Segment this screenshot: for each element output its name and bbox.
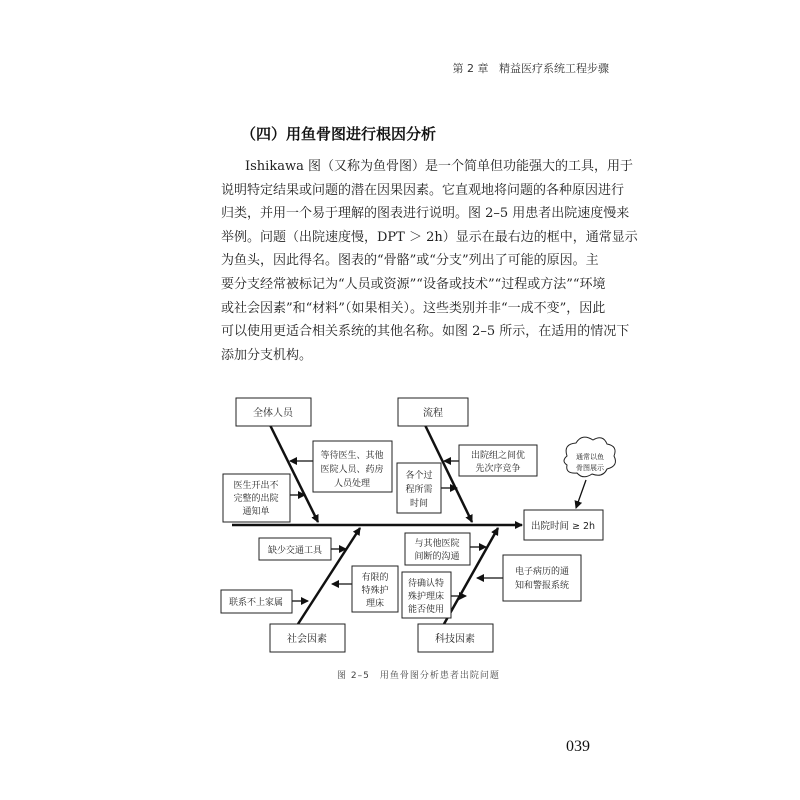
cause-text-line: 特殊护 — [361, 586, 389, 596]
fish-head-label: 出院时间 ≥ 2h — [530, 521, 596, 532]
cause-text-line: 缺少交通工具 — [267, 546, 323, 556]
cause-text-line: 知和警报系统 — [514, 581, 570, 591]
figure-caption: 图 2–5 用鱼骨图分析患者出院问题 — [337, 671, 500, 681]
cause-text-line: 人员处理 — [333, 479, 371, 489]
section-title: （四）用鱼骨图进行根因分析 — [241, 125, 437, 143]
paragraph-line: 说明特定结果或问题的潜在因果因素。它直观地将问题的各种原因进行 — [221, 182, 625, 198]
cause-text-line: 时间 — [409, 499, 429, 509]
category-label-top-right: 流程 — [423, 408, 443, 419]
cause-text-line: 与其他医院 — [414, 539, 460, 549]
paragraph-line: 或社会因素”和“材料”（如果相关）。这些类别并非“一成不变”，因此 — [221, 300, 606, 316]
cause-text-line: 有限的 — [361, 573, 389, 583]
category-label-bottom-right: 科技因素 — [435, 634, 475, 645]
page-number: 039 — [566, 738, 590, 755]
cause-text-line: 完整的出院 — [233, 494, 279, 504]
cause-text-line: 各个过 — [405, 471, 433, 481]
cause-text-line: 能否使用 — [407, 605, 445, 615]
cause-text-line: 出院组之间优 — [470, 451, 526, 461]
cause-text-line: 间断的沟通 — [414, 552, 460, 562]
header-title: 精益医疗系统工程步骤 — [499, 62, 609, 75]
cause-text-line: 医生开出不 — [233, 481, 279, 491]
cause-text-line: 联系不上家属 — [228, 598, 284, 608]
cloud-callout — [564, 437, 615, 477]
paragraph-line: 要分支经常被标记为“人员或资源”“设备或技术”“过程或方法”“环境 — [221, 276, 606, 292]
paragraph-line: 可以使用更适合相关系统的其他名称。如图 2–5 所示，在适用的情况下 — [221, 324, 630, 340]
cause-text-line: 先次序竞争 — [475, 464, 521, 474]
cloud-text-line: 通常以鱼 — [576, 453, 604, 461]
cause-text-line: 电子病历的通 — [514, 567, 570, 577]
paragraph-line: 为鱼头，因此得名。图表的“骨骼”或“分支”列出了可能的原因。主 — [221, 253, 599, 269]
cause-text-line: 理床 — [365, 599, 385, 609]
cause-text-line: 医院人员、药房 — [320, 465, 384, 475]
cause-text-line: 殊护理床 — [407, 592, 445, 602]
cause-text-line: 程所需 — [405, 485, 433, 495]
cloud-arrow — [576, 480, 586, 508]
category-label-top-left: 全体人员 — [253, 408, 293, 419]
cause-text-line: 待确认特 — [407, 579, 445, 589]
paragraph-line: Ishikawa 图（又称为鱼骨图）是一个简单但功能强大的工具，用于 — [245, 159, 633, 174]
cause-box-emr — [503, 555, 581, 601]
paragraph-line: 添加分支机构。 — [221, 347, 313, 363]
cause-text-line: 等待医生、其他 — [320, 451, 384, 461]
header-chapter: 第 2 章 — [452, 62, 489, 75]
cause-text-line: 通知单 — [242, 507, 270, 517]
category-label-bottom-left: 社会因素 — [287, 634, 327, 645]
paragraph-line: 归类，并用一个易于理解的图表进行说明。图 2–5 用患者出院速度慢来 — [221, 206, 630, 222]
paragraph-line: 举例。问题（出院速度慢，DPT ＞ 2h）显示在最右边的框中，通常显示 — [221, 229, 638, 245]
cloud-text-line: 骨图展示 — [576, 464, 604, 472]
